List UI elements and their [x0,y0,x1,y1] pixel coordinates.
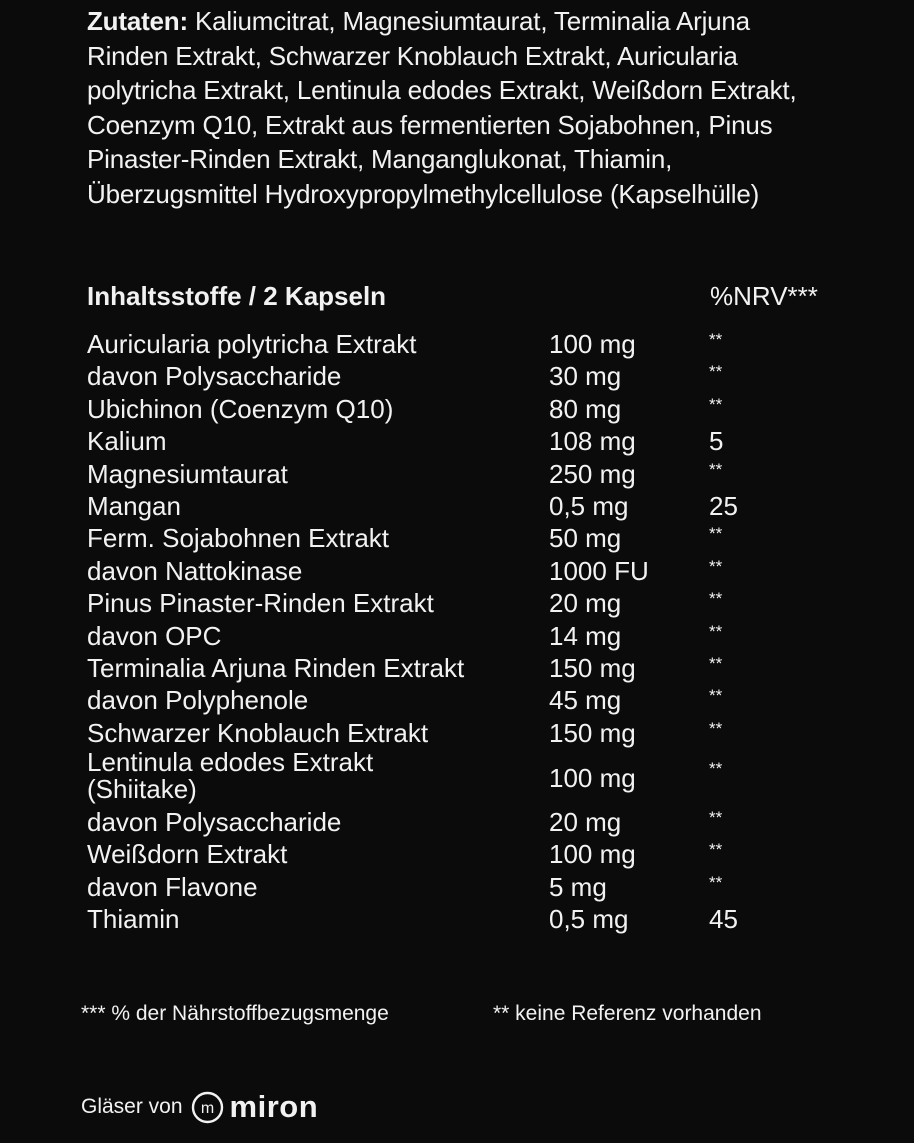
ingredient-amount: 80 mg [549,393,622,424]
table-row [87,360,867,392]
ingredient-nrv: ** [709,718,723,738]
ingredient-nrv: 25 [709,490,738,521]
ingredient-name: Lentinula edodes Extrakt (Shiitake) [87,747,374,805]
ingredient-amount: 108 mg [549,426,636,457]
ingredient-name: davon Polysaccharide [87,807,342,838]
table-row [87,425,867,457]
ingredient-amount: 150 mg [549,717,636,748]
table-row [87,903,867,935]
ingredient-amount: 250 mg [549,458,636,489]
ingredient-name: Ubichinon (Coenzym Q10) [87,393,394,424]
logo-letter: m [200,1099,214,1117]
table-row [87,620,867,652]
nutrition-table [87,276,867,936]
ingredient-nrv: ** [709,621,723,641]
ingredient-nrv: ** [709,330,723,349]
ingredient-name: Kalium [87,426,167,457]
footnote-nrv: *** % der Nährstoffbezugsmenge [81,1002,389,1025]
ingredient-amount: 0,5 mg [549,904,629,935]
ingredient-nrv: ** [709,524,723,544]
ingredient-amount: 100 mg [549,763,636,794]
table-row [87,717,867,749]
table-row [87,587,867,619]
miron-logo-icon [191,1091,224,1124]
ingredient-name: Ferm. Sojabohnen Extrakt [87,523,390,554]
ingredient-nrv: ** [709,653,723,673]
table-header-label: Inhaltsstoffe / 2 Kapseln [87,281,387,311]
ingredient-name: davon Polysaccharide [87,361,342,392]
table-row [87,555,867,587]
ingredient-name: davon OPC [87,620,222,651]
ingredient-nrv: ** [709,759,723,779]
ingredient-name: Terminalia Arjuna Rinden Extrakt [87,652,465,683]
ingredients-paragraph [87,4,827,211]
ingredient-name: davon Nattokinase [87,555,303,586]
ingredient-name: Auricularia polytricha Extrakt [87,329,417,359]
table-row [87,393,867,425]
table-row [87,684,867,716]
ingredient-amount: 45 mg [549,685,622,716]
ingredient-nrv: ** [709,589,723,609]
ingredient-nrv: ** [709,394,723,414]
ingredient-name: Magnesiumtaurat [87,458,288,489]
ingredient-amount: 20 mg [549,807,622,838]
ingredient-nrv: ** [709,872,723,892]
ingredient-nrv: ** [709,840,723,860]
ingredient-amount: 14 mg [549,620,622,651]
ingredient-nrv: ** [709,686,723,706]
table-header-nrv: %NRV*** [710,281,818,311]
brand-line [81,1087,318,1127]
ingredient-amount: 0,5 mg [549,490,629,521]
ingredient-amount: 5 mg [549,871,607,902]
ingredient-nrv: 45 [709,904,738,935]
ingredient-amount: 30 mg [549,361,622,392]
table-row [87,652,867,684]
table-row [87,871,867,903]
table-row [87,806,867,838]
ingredient-name: davon Polyphenole [87,685,309,716]
ingredient-name: Weißdorn Extrakt [87,839,288,870]
ingredients-text: Kaliumcitrat, Magnesiumtaurat, Terminalia Arjuna Rinden Extrakt, Schwarzer Knoblauch Extrakt, Auricularia polytricha Extrakt, Lentinula edodes Extrakt, Weißdorn Extrakt, Coenzym Q10, Extrakt aus fermentierten Sojabohnen, Pinus Pinaster-Rinden Extrakt, Manganglukonat, Thiamin, Überzugsmittel Hydroxypropylmethylcellulose (Kapselhülle) [87,6,797,209]
ingredient-name: davon Flavone [87,871,258,902]
table-row [87,328,867,360]
table-rows [87,328,867,936]
brand-name: miron [229,1089,319,1124]
ingredient-name: Thiamin [87,904,180,935]
ingredient-amount: 20 mg [549,588,622,619]
table-row [87,838,867,870]
footnote-no-reference: ** keine Referenz vorhanden [493,1002,762,1025]
table-row [87,490,867,522]
ingredient-nrv: ** [709,556,723,576]
ingredients-label: Zutaten: [87,6,188,36]
brand-prefix: Gläser von [81,1095,183,1118]
ingredient-name: Mangan [87,490,181,521]
ingredient-amount: 100 mg [549,329,636,359]
ingredient-amount: 150 mg [549,652,636,683]
ingredient-nrv: ** [709,459,723,479]
ingredient-name: Pinus Pinaster-Rinden Extrakt [87,588,434,619]
ingredient-amount: 100 mg [549,839,636,870]
ingredient-nrv: 5 [709,426,724,457]
ingredient-amount: 1000 FU [549,555,649,586]
ingredient-amount: 50 mg [549,523,622,554]
table-row [87,749,867,806]
table-header [87,276,867,316]
table-row [87,458,867,490]
ingredient-name: Schwarzer Knoblauch Extrakt [87,717,429,748]
table-row [87,522,867,554]
ingredient-nrv: ** [709,808,723,828]
ingredient-nrv: ** [709,362,723,382]
